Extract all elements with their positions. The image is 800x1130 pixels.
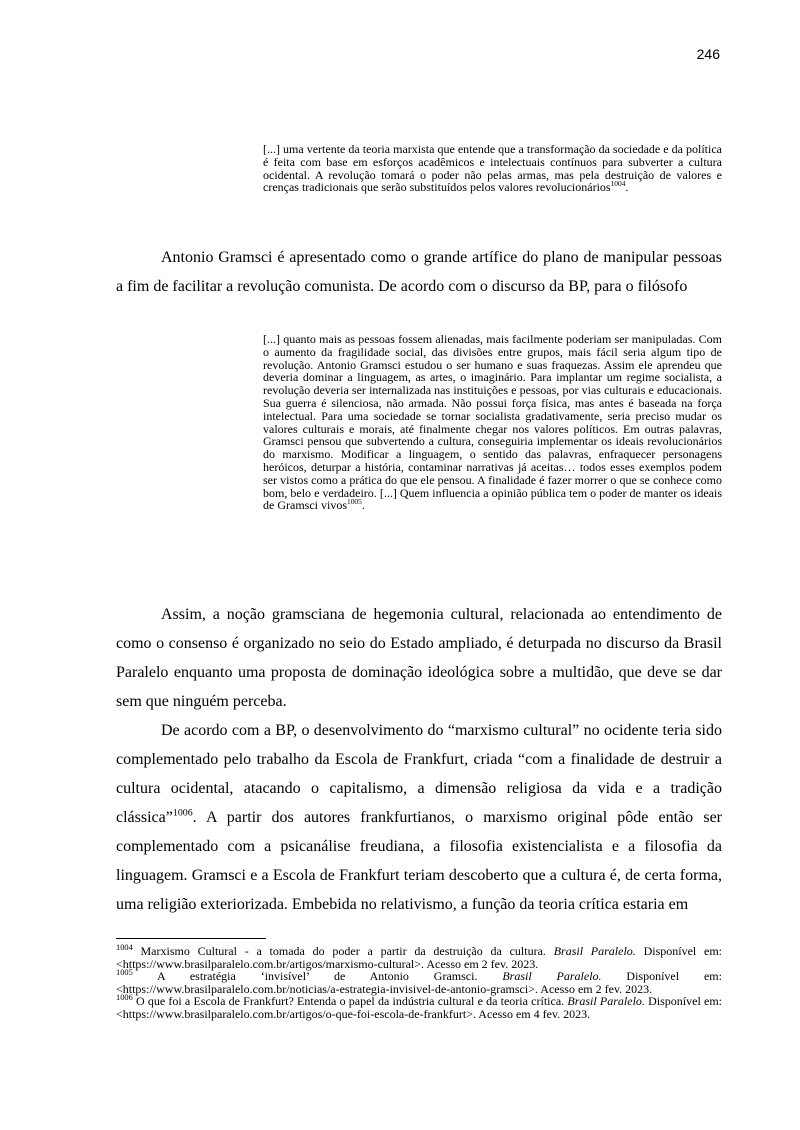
footnote-number: 1006 (116, 993, 133, 1003)
footnote-number: 1005 (116, 968, 133, 978)
footnote-divider (116, 938, 266, 939)
body-paragraph-2: Assim, a noção gramsciana de hegemonia cultural, relacionada ao entendimento de como o consenso é organizado no seio do Estado ampliado, é deturpada no discurso da Brasil Paralelo enquanto uma proposta de dominação ideológica sobre a multidão, que deve se dar sem que ninguém perceba. (116, 606, 722, 710)
footnote-ref-1005[interactable]: 1005 (346, 497, 362, 507)
footnote-text: A estratégia ‘invisível’ de Antonio Gramsci. (132, 969, 503, 984)
block-quote-2: [...] quanto mais as pessoas fossem alienadas, mais facilmente poderiam ser manipuladas. Com o aumento da fragilidade social, das divisões entre grupos, mais fácil seria algum tipo de revolução. Antonio Gramsci estudou o ser humano e suas fraquezas. Assim ele aprendeu que deveria dominar a linguagem, as artes, o imaginário. Para implantar um regime socialista, a revolução deveria ser internalizada nas instituições e pessoas, por vias culturais e educacionais. Sua guerra é silenciosa, não armada. Não possui força física, mas antes é baseada na força intelectual. Para uma sociedade se tornar socialista gradativamente, seria preciso mudar os valores culturais e morais, até finalmente chegar nos valores políticos. Em outras palavras, Gramsci pensou que subvertendo a cultura, conseguiria implementar os ideais revolucionários do marxismo. Modificar a linguagem, o sentido das palavras, enfraquecer personagens heróicos, deturpar a história, contaminar narrativas já aceitas… todos esses exemplos podem ser vistos como a prática do que ele pensou. A finalidade é fazer morrer o que se conhece como bom, belo e verdadeiro. [...] Quem influencia a opinião pública tem o poder de manter os ideais de Gramsci vivos$^{1005}$. (263, 332, 722, 513)
body-paragraph-3 (116, 716, 722, 919)
block-quote-1: [...] uma vertente da teoria marxista que entende que a transformação da sociedade e da política é feita com base em esforços acadêmicos e intelectuais contínuos para subverter a cultura ocidental. A revolução tomará o poder não pelas armas, mas pela destruição de valores e crenças tradicionais que serão substituídos pelos valores revolucionários$^{1004}$. (263, 142, 722, 195)
footnote-1006 (116, 995, 722, 1020)
footnote-1005 (116, 970, 722, 995)
block-quote-2-text: [...] quanto mais as pessoas fossem alienadas, mais facilmente poderiam ser manipuladas. Com o aumento da fragilidade social, das divisões entre grupos, mais fácil seria algum tipo de revolução. Antonio Gramsci estudou o ser humano e suas fraquezas. Assim ele aprendeu que deveria dominar a linguagem, as artes, o imaginário. Para implantar um regime socialista, a revolução deveria ser internalizada nas instituições e pessoas, por vias culturais e educacionais. Sua guerra é silenciosa, não armada. Não possui força física, mas antes é baseada na força intelectual. Para uma sociedade se tornar socialista gradativamente, seria preciso mudar os valores culturais e morais, até finalmente chegar nos valores políticos. Em outras palavras, Gramsci pensou que subvertendo a cultura, conseguiria implementar os ideais revolucionários do marxismo. Modificar a linguagem, o sentido das palavras, enfraquecer personagens heróicos, deturpar a história, contaminar narrativas já aceitas… todos esses exemplos podem ser vistos como a prática do que ele pensou. A finalidade é fazer morrer o que se conhece como bom, belo e verdadeiro. [...] Quem influencia a opinião pública tem o poder de manter os ideais de Gramsci vivos (263, 332, 722, 513)
footnote-link-text[interactable]: Disponível em: <https://www.brasilparalelo.com.br/artigos/o-que-foi-escola-de-frankfurt>. Acesso em 4 fev. 2023. (116, 994, 722, 1021)
page-number: 246 (696, 46, 720, 62)
footnote-number: 1004 (116, 943, 133, 952)
footnote-source: Brasil Paralelo. (553, 944, 636, 958)
footnote-link-text[interactable]: Disponível em: <https://www.brasilparalelo.com.br/noticias/a-estrategia-invisivel-de-antonio-gramsci>. Acesso em 2 fev. 2023. (116, 969, 722, 996)
footnote-1004 (116, 945, 722, 970)
footnote-source: Brasil Paralelo. (567, 994, 645, 1009)
footnote-text: Marxismo Cultural - a tomada do poder a partir da destruição da cultura. (132, 944, 554, 958)
footnote-source: Brasil Paralelo. (502, 969, 602, 984)
body-section (116, 600, 722, 919)
footnote-text: O que foi a Escola de Frankfurt? Entenda o papel da indústria cultural e da teoria crítica. (132, 994, 568, 1009)
block-quote-1-text: [...] uma vertente da teoria marxista que entende que a transformação da sociedade e da política é feita com base em esforços acadêmicos e intelectuais contínuos para subverter a cultura ocidental. A revolução tomará o poder não pelas armas, mas pela destruição de valores e crenças tradicionais que serão substituídos pelos valores revolucionários (263, 142, 722, 195)
footnote-ref-1006[interactable]: 1006 (172, 807, 193, 819)
body-paragraph-3-text-a: De acordo com a BP, o desenvolvimento do “marxismo cultural” no ocidente teria sido complementado pelo trabalho da Escola de Frankfurt, criada “com a finalidade de destruir a cultura ocidental, atacando o capitalismo, a dimensão religiosa da vida e a tradição clássica” (116, 722, 722, 826)
footnote-ref-1004[interactable]: 1004 (610, 179, 626, 189)
footnote-link-text[interactable]: Disponível em: <https://www.brasilparalelo.com.br/artigos/marxismo-cultural>. Acesso em 2 fev. 2023. (116, 944, 722, 971)
footnotes (116, 945, 722, 1021)
body-paragraph-1 (116, 243, 722, 301)
body-paragraph-1-text: Antonio Gramsci é apresentado como o grande artífice do plano de manipular pessoas a fim de facilitar a revolução comunista. De acordo com o discurso da BP, para o filósofo (116, 249, 722, 295)
body-paragraph-3-text-b: . A partir dos autores frankfurtianos, o marxismo original pôde então ser complementado com a psicanálise freudiana, a filosofia existencialista e a filosofia da linguagem. Gramsci e a Escola de Frankfurt teriam descoberto que a cultura é, de certa forma, uma religião exteriorizada. Embebida no relativismo, a função da teoria crítica estaria em (116, 809, 722, 913)
